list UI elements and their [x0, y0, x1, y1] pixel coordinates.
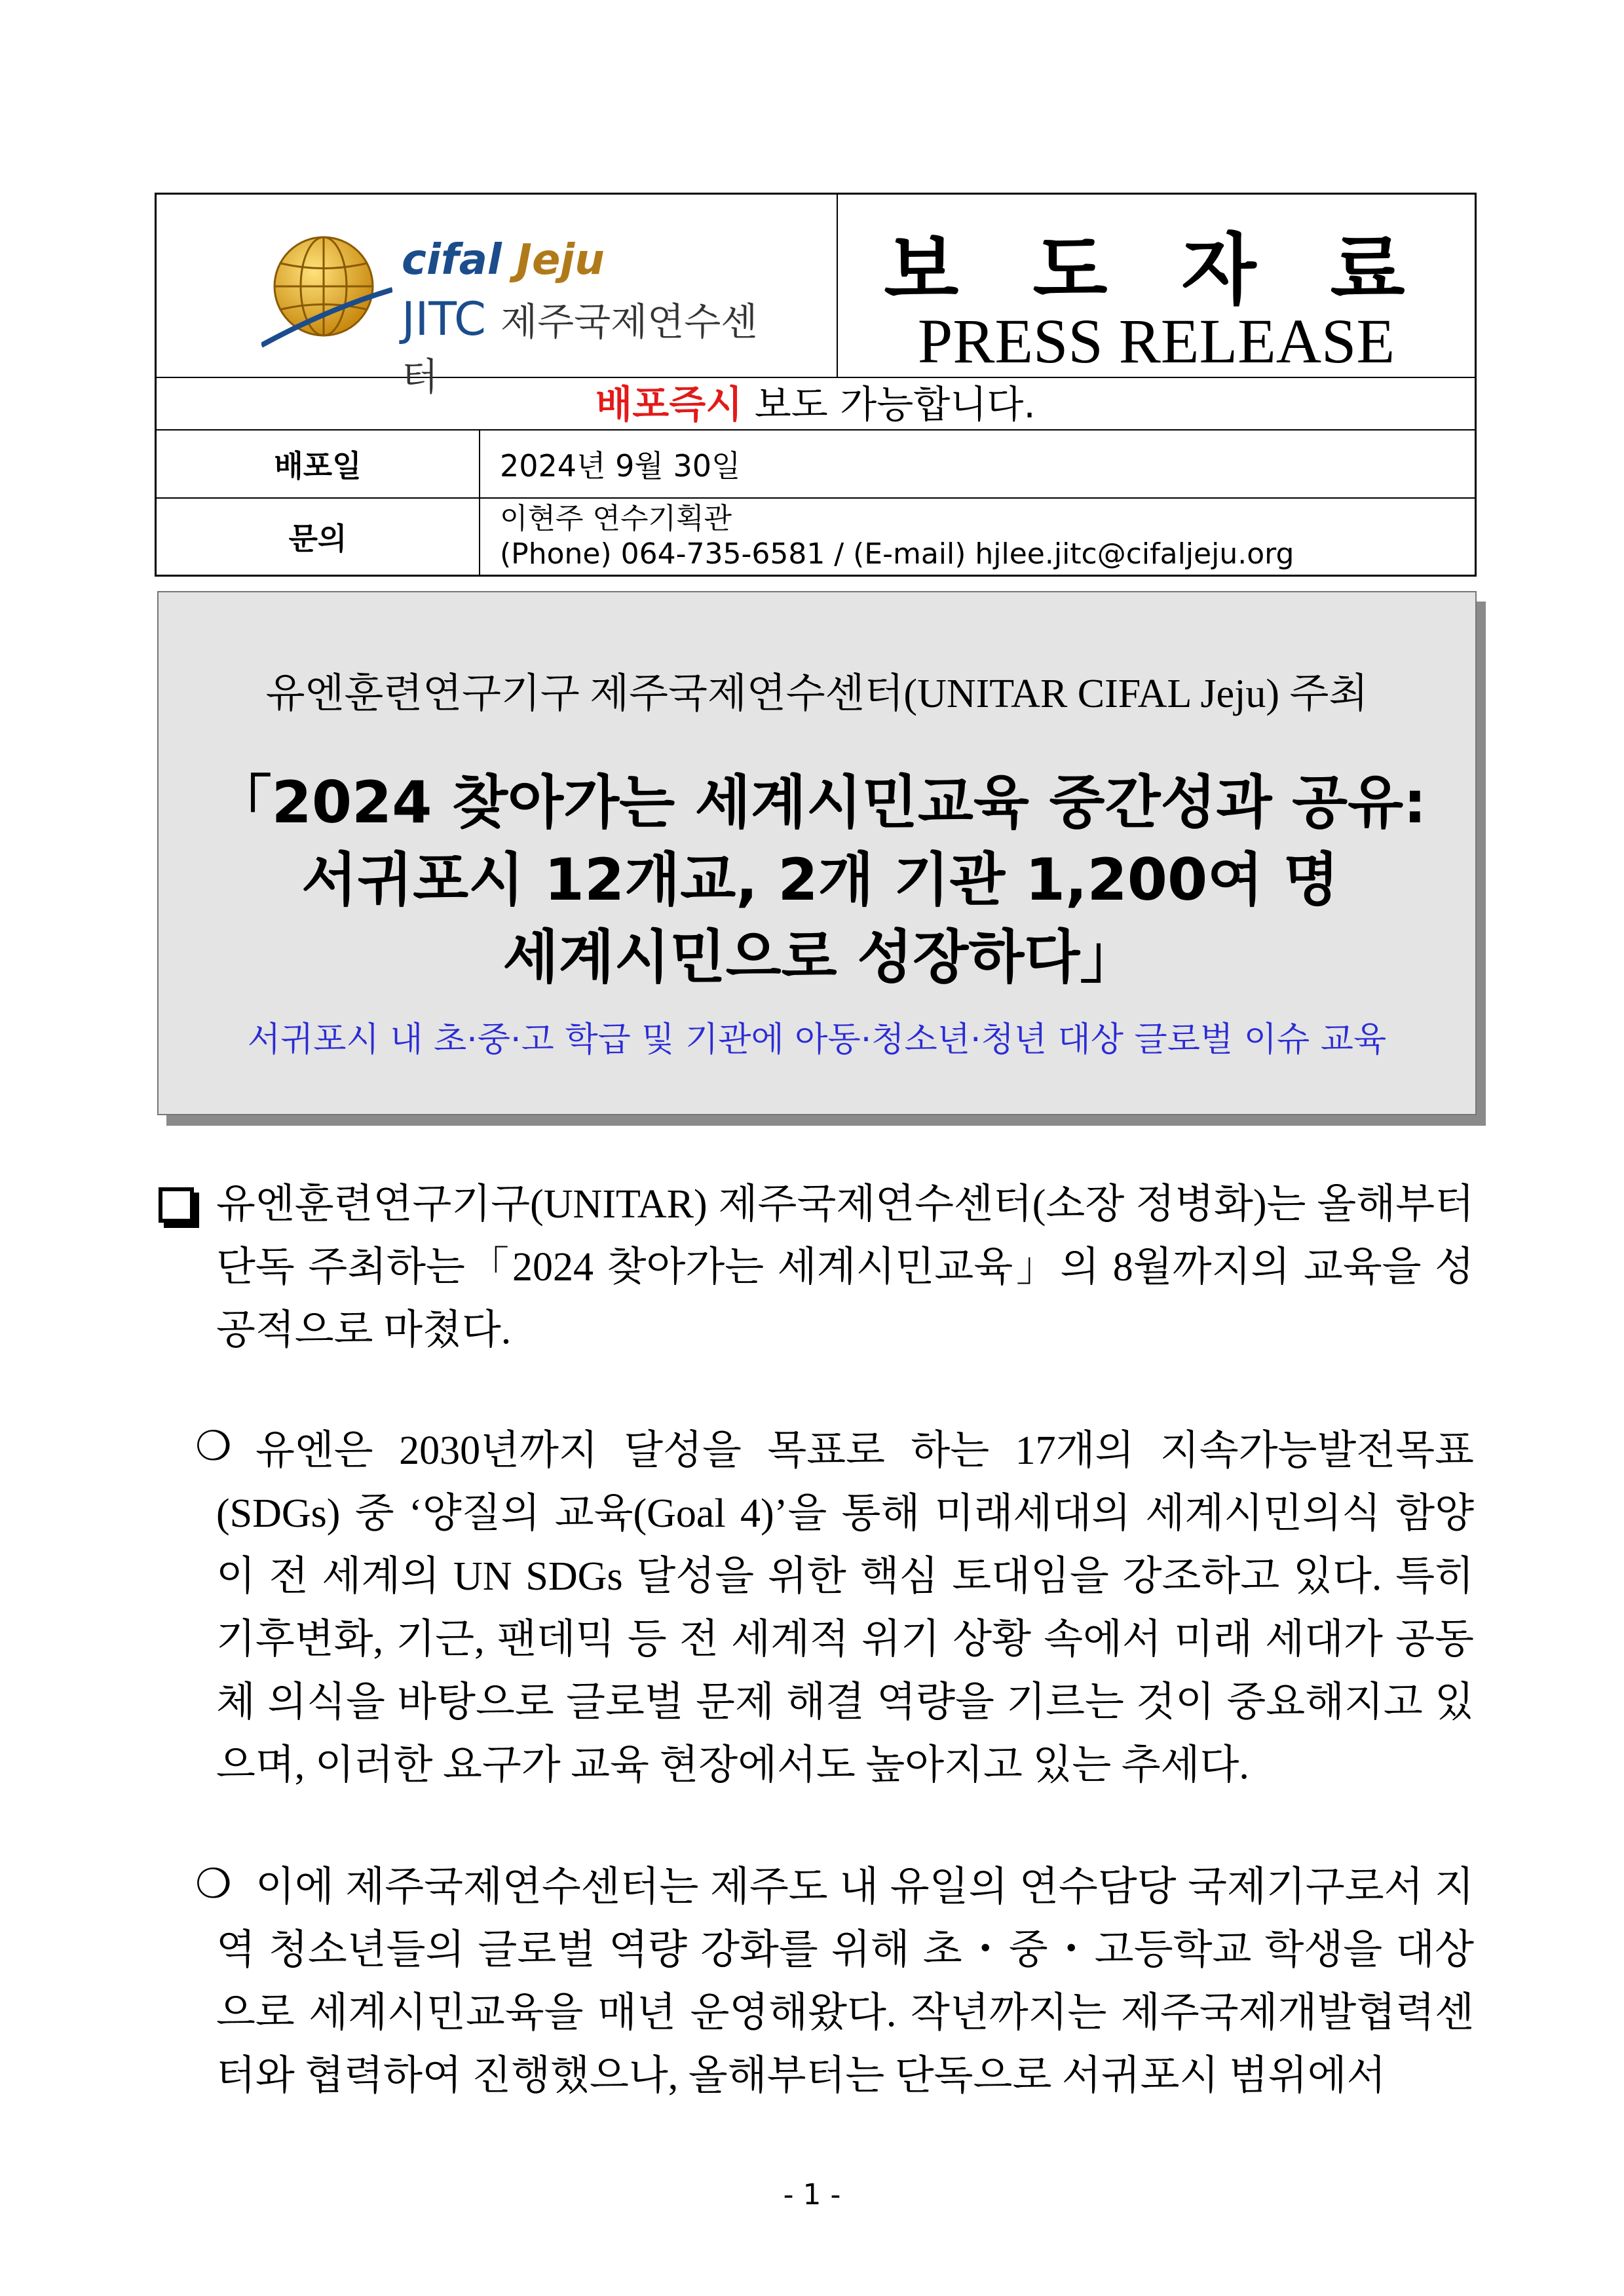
summary-host: 유엔훈련연구기구 제주국제연수센터(UNITAR CIFAL Jeju) 주최: [265, 672, 1369, 716]
globe-icon: [261, 231, 392, 355]
summary-box: [157, 591, 1477, 1115]
circle-bullet-icon: ❍: [195, 1422, 232, 1470]
headline-line-3: 세계시민으로 성장하다」: [502, 923, 1138, 991]
press-release-title-en: PRESS RELEASE: [917, 306, 1395, 376]
contact-row: [157, 499, 1475, 575]
logo-cell: [157, 195, 838, 399]
headline-line-1: 「2024 찾아가는 세계시민교육 중간성과 공유:: [214, 769, 1427, 836]
contact-name: 이현주 연수기획관: [500, 502, 732, 535]
date-label: 배포일: [157, 430, 480, 497]
headline-line-2: 서귀포시 12개교, 2개 기관 1,200여 명: [301, 846, 1339, 913]
header-row-title: [157, 195, 1475, 399]
logo-jitc-text: JITC 제주국제연수센터: [402, 292, 758, 399]
date-value: 2024년 9월 30일: [500, 448, 741, 484]
header-table: [155, 193, 1477, 577]
contact-info: (Phone) 064-735-6581 / (E-mail) hjlee.jitc@cifaljeju.org: [500, 537, 1294, 571]
contact-value: [500, 499, 1294, 575]
embargo-row: [157, 378, 1475, 430]
summary-subtitle: 서귀포시 내 초·중·고 학급 및 기관에 아동·청소년·청년 대상 글로벌 이슈 교육: [247, 1020, 1387, 1060]
contact-label: 문의: [157, 499, 480, 575]
org-logo: [261, 231, 772, 399]
body-paragraph-3: 이에 제주국제연수센터는 제주도 내 유일의 연수담당 국제기구로서 지역 청소년들의 글로벌 역량 강화를 위해 초・중・고등학교 학생을 대상으로 세계시민교육을 매년 운영해왔다. 작년까지는 제주국제개발협력센터와 협력하여 진행했으나, 올해부터는 단독으로 서귀포시 범위에서: [216, 1865, 1474, 2098]
logo-cifal-text: cifal Jeju: [402, 236, 605, 284]
title-cell: [838, 195, 1475, 377]
embargo-rest: 보도 가능합니다.: [742, 382, 1036, 427]
embargo-strong: 배포즉시: [595, 382, 743, 427]
date-row: [157, 430, 1475, 499]
page-number: - 1 -: [783, 2178, 841, 2211]
circle-bullet-icon: ❍: [195, 1860, 232, 1907]
body-paragraph-2: 유엔은 2030년까지 달성을 목표로 하는 17개의 지속가능발전목표(SDGs) 중 ‘양질의 교육(Goal 4)’을 통해 미래세대의 세계시민의식 함양이 전 세계의 UN SDGs 달성을 위한 핵심 토대임을 강조하고 있다. 특히 기후변화, 기근, 팬데믹 등 전 세계적 위기 상황 속에서 미래 세대가 공동체 의식을 바탕으로 글로벌 문제 해결 역량을 기르는 것이 중요해지고 있으며, 이러한 요구가 교육 현장에서도 높아지고 있는 추세다.: [216, 1428, 1474, 1788]
body-paragraph-1: 유엔훈련연구기구(UNITAR) 제주국제연수센터(소장 정병화)는 올해부터 단독 주최하는「2024 찾아가는 세계시민교육」의 8월까지의 교육을 성공적으로 마쳤다.: [216, 1182, 1474, 1352]
square-bullet-icon: [159, 1187, 194, 1223]
summary-headline: [198, 764, 1443, 996]
press-release-title-ko: 보 도 자 료: [884, 225, 1429, 315]
